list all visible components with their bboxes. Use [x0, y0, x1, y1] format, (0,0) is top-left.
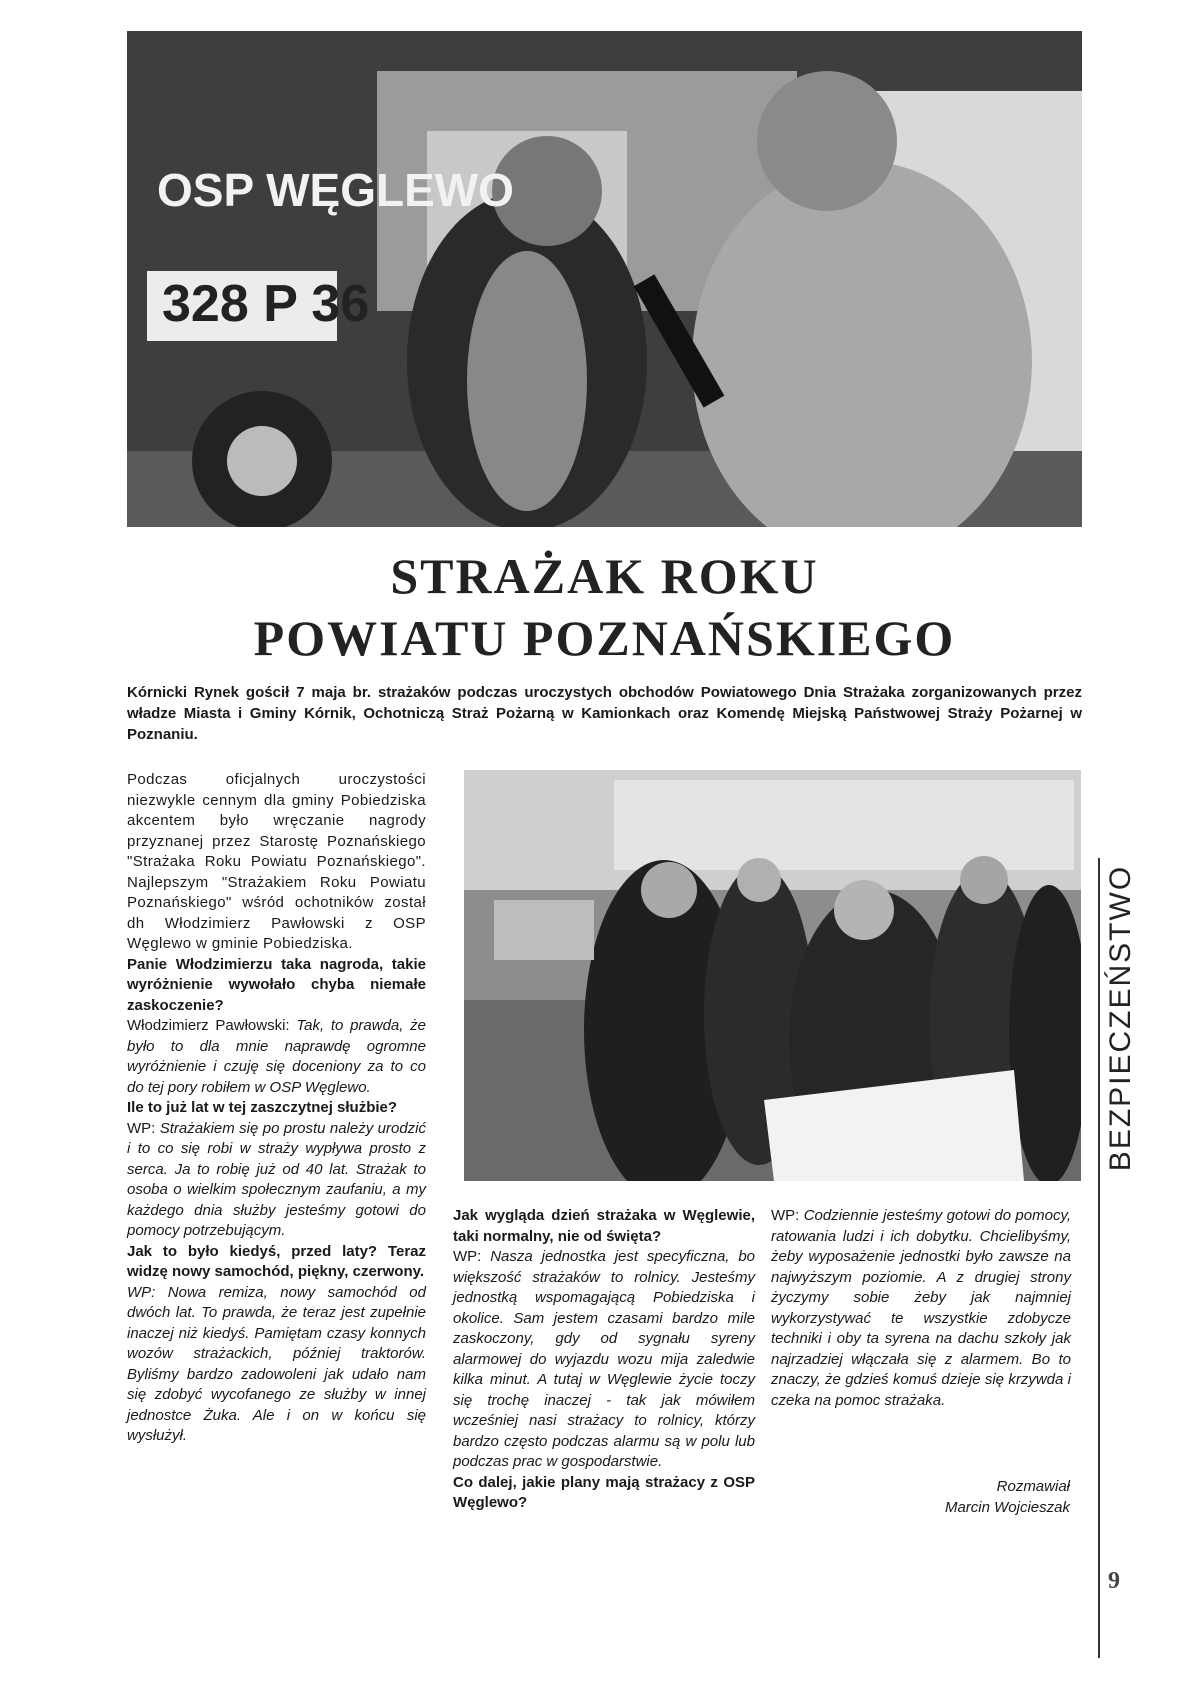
- license-plate: 328 P 36: [162, 275, 370, 333]
- question-2: Ile to już lat w tej zaszczytnej służbie?: [127, 1099, 398, 1116]
- answer-2: WP: Strażakiem się po prostu należy urodzić i to co się robi w straży wypływa prosto z serca. Ja to robię już od 40 lat. Strażak to osoba o wielkim społecznym zaufaniu, a my każdego dnia służby jesteśmy gotowi do pomocy potrzebującym.: [127, 1119, 427, 1239]
- signature-role: Rozmawiał: [996, 1478, 1070, 1495]
- section-divider: [1098, 858, 1100, 1658]
- article-column-2: [453, 1206, 755, 1514]
- answer-1: Włodzimierz Pawłowski: Tak, to prawda, że było to dla mnie naprawdę ogromne wyróżnienie i czuję się doceniony za to co do tej pory robiłem w OSP Węglewo.: [127, 1017, 426, 1096]
- answer-4: WP: Nasza jednostka jest specyficzna, bo większość strażaków to rolnicy. Jesteśmy jednostką wspomagającą Pobiedziska i okolice. Sam jestem czasami bardzo mile zaskoczony, gdy od sygnału syreny alarmowej do wyjazdu wozu mija zaledwie kilka minut. A tutaj w Węglewie życie toczy się trochę inaczej - tak jak mówiłem wcześniej nasi strażacy to rolnicy, którzy bardzo często podczas alarmu są w polu lub podczas prac w gospodarstwie.: [453, 1248, 756, 1470]
- page-number: 9: [1108, 1568, 1120, 1594]
- article-column-3: [771, 1206, 1071, 1411]
- question-1: Panie Włodzimierzu taka nagroda, takie wyróżnienie wywołało chyba niemałe zaskoczenie?: [127, 955, 426, 1014]
- signature-name: Marcin Wojcieszak: [944, 1499, 1070, 1516]
- article-intro: Podczas oficjalnych uroczystości niezwykle cennym dla gminy Pobiedziska akcentem było wręczanie nagrody przyznanej przez Starostę Poznańskiego "Strażaka Roku Powiatu Poznańskiego". Najlepszym "Strażakiem Roku Powiatu Poznańskiego" wśród ochotników został dh Włodzimierz Pawłowski z OSP Węglewo w gminie Pobiedziska.: [127, 771, 426, 952]
- question-4: Jak wygląda dzień strażaka w Węglewie, taki normalny, nie od święta?: [453, 1207, 755, 1245]
- answer-3: WP: Nowa remiza, nowy samochód od dwóch lat. To prawda, że teraz jest zupełnie inaczej niż kiedyś. Pamiętam czasy konnych wozów strażackich, później traktorów. Byliśmy bardzo zadowoleni jak udało nam się zdobyć wycofanego ze służby w innej jednostce Żuka. Ale i on w końcu się wysłużył.: [127, 1283, 426, 1444]
- section-tab: [1101, 858, 1141, 1178]
- article-title-line-2: POWIATU POZNAŃSKIEGO: [253, 610, 956, 666]
- question-3: Jak to było kiedyś, przed laty? Teraz widzę nowy samochód, piękny, czerwony.: [127, 1242, 426, 1280]
- award-ceremony-photo: [464, 770, 1081, 1181]
- section-label: BEZPIECZEŃSTWO: [1104, 864, 1137, 1172]
- vehicle-lettering: OSP WĘGLEWO: [157, 164, 514, 216]
- answer-5: WP: Codziennie jesteśmy gotowi do pomocy, ratowania ludzi i ich dobytku. Chcielibyśmy, żeby wyposażenie jednostki było zawsze na najwyższym poziomie. A z drugiej strony życzymy sobie żeby jak najmniej wykorzystywać te wszystkie zdobycze techniki i oby ta syrena na dachu szkoły jak najrzadziej włączała się z alarmem. Bo to znaczy, że gdzieś komuś dzieje się krzywda i czeka na pomoc strażaka.: [771, 1207, 1071, 1409]
- article-column-1: [127, 770, 426, 1447]
- article-lead: Kórnicki Rynek gościł 7 maja br. strażaków podczas uroczystych obchodów Powiatowego Dnia Strażaka zorganizowanych przez władze Miasta i Gminy Kórnik, Ochotniczą Straż Pożarną w Kamionkach oraz Komendę Miejską Państwowej Straży Pożarnej w Poznaniu.: [127, 684, 1082, 743]
- question-5: Co dalej, jakie plany mają strażacy z OSP Węglewo?: [453, 1473, 755, 1511]
- author-signature: [771, 1476, 1070, 1518]
- interview-photo: [127, 31, 1082, 527]
- article-title-line-1: STRAŻAK ROKU: [390, 548, 819, 604]
